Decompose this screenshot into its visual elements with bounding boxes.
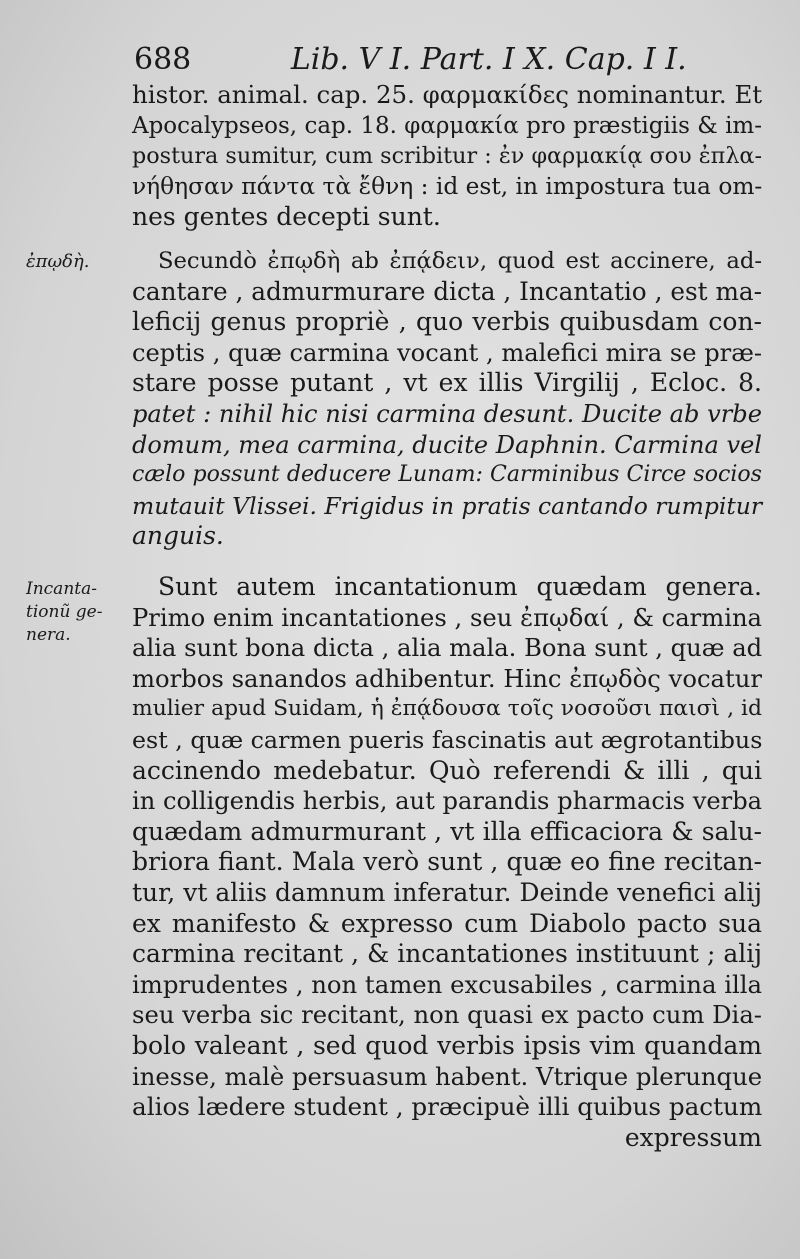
catchword: expressum bbox=[624, 1122, 762, 1152]
text-line: quædam admurmurant , vt illa efficaciora & salu- bbox=[132, 816, 762, 846]
text-line: briora fiant. Mala verò sunt , quæ eo fine recitan- bbox=[132, 847, 762, 877]
text-line: carmina recitant , & incantationes instituunt ; alij bbox=[132, 939, 762, 969]
text-line: Secundò ἐπῳδὴ ab ἐπᾴδειν, quod est accinere, ad- bbox=[158, 248, 762, 274]
text-line: est , quæ carmen pueris fascinatis aut ægrotantibus bbox=[132, 725, 763, 754]
text-line: Sunt autem incantationum quædam genera. bbox=[158, 572, 762, 601]
text-line: leficij genus propriè , quo verbis quibusdam con- bbox=[132, 307, 762, 337]
running-title: Lib. V I. Part. I X. Cap. I I. bbox=[290, 42, 687, 77]
text-line: postura sumitur, cum scribitur : ἐν φαρμακίᾳ σου ἐπλα- bbox=[132, 143, 762, 170]
text-line: imprudentes , non tamen excusabiles , carmina illa bbox=[132, 969, 763, 999]
text-line: seu verba sic recitant, non quasi ex pacto cum Dia- bbox=[132, 1000, 762, 1030]
text-line: ex manifesto & expresso cum Diabolo pacto sua bbox=[132, 908, 762, 938]
text-line: patet : nihil hic nisi carmina desunt. Ducite ab vrbe bbox=[132, 399, 762, 428]
margin-note-text: ἐπῳδὴ. bbox=[26, 251, 90, 272]
text-line: alia sunt bona dicta , alia mala. Bona sunt , quæ ad bbox=[132, 634, 763, 663]
text-line: Apocalypseos, cap. 18. φαρμακία pro præstigiis & im- bbox=[132, 112, 762, 139]
text-line: mutauit Vlissei. Frigidus in pratis cantando rumpitur bbox=[132, 491, 763, 520]
text-line: accinendo medebatur. Quò referendi & illi , qui bbox=[132, 755, 762, 785]
margin-note-incantationum-genera bbox=[26, 578, 126, 647]
text-line: cantare , admurmurare dicta , Incantatio , est ma- bbox=[132, 276, 762, 306]
text-line: tur, vt aliis damnum inferatur. Deinde venefici alij bbox=[132, 877, 762, 907]
text-line: inesse, malè persuasum habent. Vtrique plerunque bbox=[132, 1061, 763, 1091]
text-line: bolo valeant , sed quod verbis ipsis vim quandam bbox=[132, 1030, 762, 1060]
paragraph-2 bbox=[132, 246, 762, 552]
text-line: ceptis , quæ carmina vocant , malefici mira se præ- bbox=[132, 338, 762, 367]
text-line: stare posse putant , vt ex illis Virgilij , Ecloc. 8. bbox=[132, 368, 762, 398]
margin-note-epode bbox=[26, 250, 126, 273]
text-line: in colligendis herbis, aut parandis pharmacis verba bbox=[132, 787, 763, 816]
running-header bbox=[134, 42, 687, 78]
text-line: Primo enim incantationes , seu ἐπῳδαί , & carmina bbox=[132, 603, 762, 632]
text-line: alios lædere student , præcipuè illi quibus pactum bbox=[132, 1092, 763, 1122]
text-line: domum, mea carmina, ducite Daphnin. Carmina vel bbox=[132, 430, 762, 459]
text-line: anguis. bbox=[132, 521, 224, 551]
text-line: morbos sanandos adhibentur. Hinc ἐπῳδὸς vocatur bbox=[132, 663, 762, 693]
text-line: mulier apud Suidam, ἡ ἐπᾴδουσα τοῖς νοσοῦσι παισὶ , id bbox=[132, 696, 762, 722]
paragraph-1 bbox=[132, 80, 762, 233]
text-line: histor. animal. cap. 25. φαρμακίδες nominantur. Et bbox=[132, 80, 763, 109]
text-line: cælo possunt deducere Lunam: Carminibus Circe socios bbox=[132, 462, 762, 488]
page-number: 688 bbox=[134, 42, 192, 77]
text-line: νήθησαν πάντα τὰ ἔθνη : id est, in impostura tua om- bbox=[132, 172, 763, 200]
margin-note-line: tionũ ge- bbox=[26, 602, 103, 622]
margin-note-line: nera. bbox=[26, 625, 71, 645]
paragraph-3 bbox=[132, 572, 762, 1153]
margin-note-line: Incanta- bbox=[26, 579, 97, 599]
text-line: nes gentes decepti sunt. bbox=[132, 202, 441, 232]
